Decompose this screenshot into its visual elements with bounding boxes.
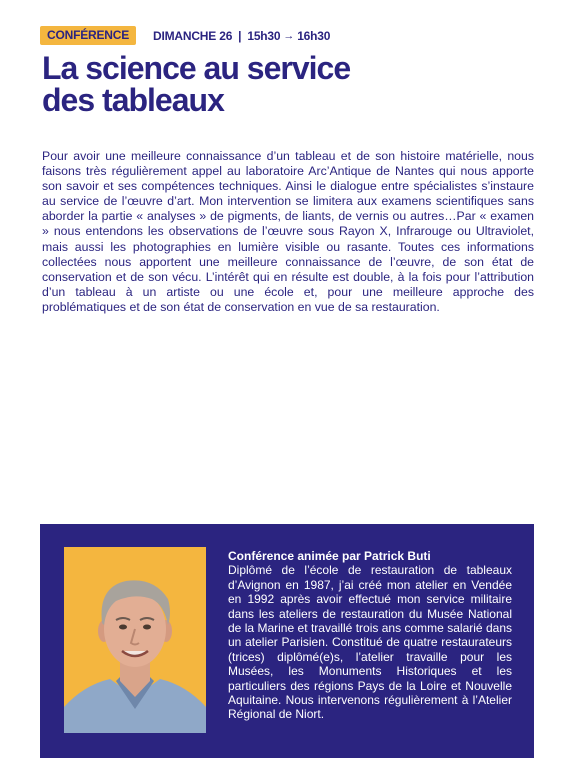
arrow-right-icon: →: [283, 29, 295, 42]
meta-separator: |: [238, 28, 242, 43]
description-paragraph: Pour avoir une meilleure connaissance d’un tableau et de son histoire matérielle, nous faisons très régulièrement appel au laboratoire Arc’Antique de Nantes qui nous apporte son savoir et ses compétences techniques. Ainsi le dialogue entre spécialistes s’instaure au service de l’œuvre d’art. Mon intervention se limitera aux examens scientifiques sans aborder la partie « analyses » de pigments, de liants, de vernis ou autres…Par « examen » nous entendons les observations de l’œuvre sous Rayon X, Infrarouge ou Ultraviolet, mais aussi les photographies en lumière visible ou rasante. Toutes ces informations collectées nous apportent une meilleure connaissance de l’œuvre, de son état de conservation et de son vécu. L’intérêt qui en résulte est double, à la fois pour l’attribution d’un tableau à un artiste ou une école et, pour une meilleure approche des problématiques et de son état de conservation en vue de sa restauration.: [42, 149, 534, 314]
speaker-portrait-illustration: [64, 547, 206, 733]
page-title: [42, 52, 502, 116]
speaker-photo: [64, 547, 206, 733]
event-meta: [40, 26, 330, 45]
speaker-title: Conférence animée par Patrick Buti: [228, 549, 431, 563]
speaker-bio-text: Diplômé de l’école de restauration de tableaux d’Avignon en 1987, j’ai créé mon atelier en Vendée en 1992 après avoir effectué mon service militaire dans les ateliers de restauration du Musée National de la Marine et travaillé trois ans comme salarié dans un atelier Parisien. Constitué de quatre restaurateurs (trices) diplômé(e)s, l’atelier travaille pour les Musées, les Monuments Historiques et les particuliers des régions Pays de la Loire et Nouvelle Aquitaine. Nous intervenons régulièrement à l’Atelier Régional de Niort.: [228, 563, 512, 722]
time-end: 16h30: [297, 28, 331, 43]
category-badge: CONFÉRENCE: [40, 26, 136, 45]
speaker-bio: [228, 549, 512, 722]
title-line-2: des tableaux: [42, 82, 224, 118]
speaker-panel: [40, 524, 534, 758]
time-start: 15h30: [247, 28, 281, 43]
title-line-1: La science au service: [42, 50, 351, 86]
event-day: DIMANCHE 26: [153, 28, 233, 43]
